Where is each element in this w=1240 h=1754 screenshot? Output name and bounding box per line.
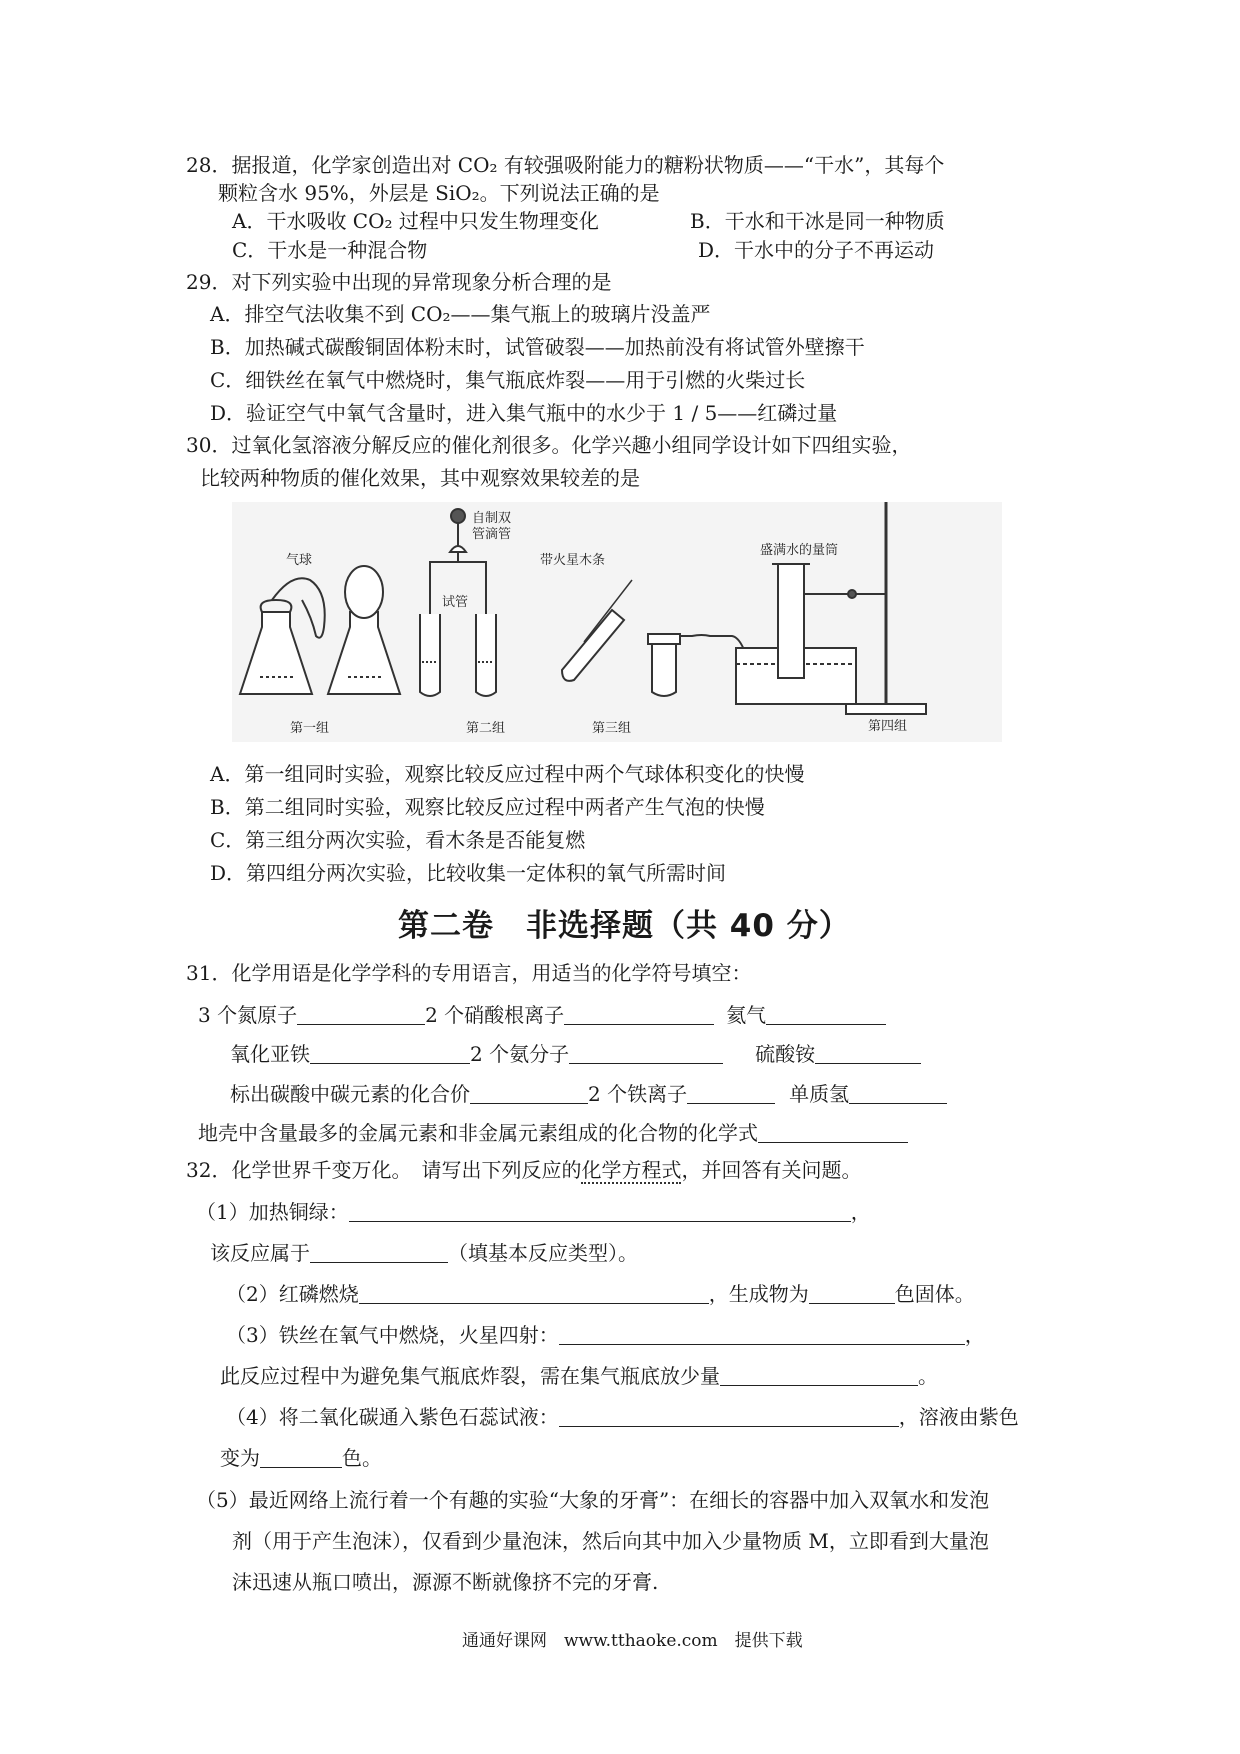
q31-blank-nitrate[interactable] bbox=[564, 1004, 714, 1025]
q32-part1 bbox=[196, 1199, 871, 1225]
q32-part2 bbox=[226, 1281, 975, 1307]
q31-row1 bbox=[198, 1002, 886, 1028]
q31-blank-helium[interactable] bbox=[766, 1004, 886, 1025]
q31-carbonic-acid-label: 标出碳酸中碳元素的化合价 bbox=[230, 1082, 470, 1106]
q32-part1b bbox=[210, 1240, 638, 1266]
q32-part1b-post: （填基本反应类型）。 bbox=[448, 1241, 638, 1265]
q32-part2-end: 色固体。 bbox=[894, 1282, 975, 1306]
q31-stem: 31．化学用语是化学学科的专用语言，用适当的化学符号填空： bbox=[186, 961, 752, 985]
q28-option-a: A．干水吸收 CO₂ 过程中只发生物理变化 bbox=[232, 209, 599, 233]
q31-blank-ammonia[interactable] bbox=[569, 1043, 723, 1064]
q32-part1-label: （1）加热铜绿： bbox=[196, 1200, 349, 1224]
q32-part3b-label: 此反应过程中为避免集气瓶底炸裂，需在集气瓶底放少量 bbox=[220, 1364, 720, 1388]
q28-option-b: B．干水和干冰是同一种物质 bbox=[690, 209, 945, 233]
label-dropper-line1: 自制双 bbox=[472, 511, 512, 526]
q32-part4-end: ，溶液由紫色 bbox=[898, 1405, 1019, 1429]
label-balloon: 气球 bbox=[286, 553, 313, 568]
q31-row3 bbox=[230, 1081, 947, 1107]
q32-part3 bbox=[226, 1322, 985, 1348]
label-group1: 第一组 bbox=[290, 721, 330, 736]
section-title: 第二卷 非选择题（共 40 分） bbox=[398, 908, 851, 944]
q32-blank-iron-combustion[interactable] bbox=[559, 1324, 965, 1345]
q31-blank-crust-compound[interactable] bbox=[758, 1122, 908, 1143]
label-dropper-line2: 管滴管 bbox=[472, 527, 512, 542]
label-group3: 第三组 bbox=[592, 721, 632, 736]
q32-part1-end: ， bbox=[850, 1200, 871, 1224]
q32-part3-end: ， bbox=[964, 1323, 985, 1347]
q32-part4-label: （4）将二氧化碳通入紫色石蕊试液： bbox=[226, 1405, 559, 1429]
q32-stem-pre: 32．化学世界千变万化。 请写出下列反应的 bbox=[186, 1158, 582, 1182]
q28-stem-line1: 28．据报道，化学家创造出对 CO₂ 有较强吸附能力的糖粉状物质——“干水”，其每个 bbox=[186, 153, 945, 177]
q30-experiment-figure bbox=[232, 502, 1002, 742]
label-group4: 第四组 bbox=[868, 719, 908, 734]
q31-nitrogen-atoms-label: 3 个氮原子 bbox=[198, 1003, 298, 1027]
q32-blank-litmus-color[interactable] bbox=[260, 1447, 342, 1468]
q31-blank-iron-ions[interactable] bbox=[687, 1083, 775, 1104]
label-group2: 第二组 bbox=[466, 721, 506, 736]
q31-crust-compound-label: 地壳中含量最多的金属元素和非金属元素组成的化合物的化学式 bbox=[198, 1121, 758, 1145]
q30-stem-line1: 30．过氧化氢溶液分解反应的催化剂很多。化学兴趣小组同学设计如下四组实验， bbox=[186, 433, 912, 457]
q32-blank-verdigris[interactable] bbox=[349, 1201, 851, 1222]
q32-part3-label: （3）铁丝在氧气中燃烧，火星四射： bbox=[226, 1323, 559, 1347]
q32-part2-mid: ，生成物为 bbox=[708, 1282, 809, 1306]
label-splint: 带火星木条 bbox=[540, 553, 606, 568]
q32-blank-color[interactable] bbox=[809, 1283, 895, 1304]
q32-part2-label: （2）红磷燃烧 bbox=[226, 1282, 359, 1306]
q32-blank-reaction-type[interactable] bbox=[310, 1242, 448, 1263]
q31-blank-carbon-valence[interactable] bbox=[470, 1083, 588, 1104]
q31-blank-nitrogen[interactable] bbox=[297, 1004, 425, 1025]
q29-stem: 29．对下列实验中出现的异常现象分析合理的是 bbox=[186, 270, 612, 294]
q32-stem-emphasis: 化学方程式 bbox=[581, 1158, 682, 1182]
q30-option-a: A．第一组同时实验，观察比较反应过程中两个气球体积变化的快慢 bbox=[210, 762, 805, 786]
q30-stem-line2: 比较两种物质的催化效果，其中观察效果较差的是 bbox=[200, 466, 640, 490]
q32-part3b-end: 。 bbox=[918, 1364, 938, 1388]
page-footer: 通通好课网 www.tthaoke.com 提供下载 bbox=[462, 1631, 803, 1651]
q32-part5-line2: 剂（用于产生泡沫），仅看到少量泡沫，然后向其中加入少量物质 M，立即看到大量泡 bbox=[232, 1529, 989, 1553]
q31-ferrous-oxide-label: 氧化亚铁 bbox=[230, 1042, 310, 1066]
q31-ammonium-sulfate-label: 硫酸铵 bbox=[755, 1042, 816, 1066]
q30-option-c: C．第三组分两次实验，看木条是否能复燃 bbox=[210, 828, 586, 852]
q29-option-d: D．验证空气中氧气含量时，进入集气瓶中的水少于 1 / 5——红磷过量 bbox=[210, 401, 838, 425]
q32-stem-post: ，并回答有关问题。 bbox=[681, 1158, 862, 1182]
q30-option-b: B．第二组同时实验，观察比较反应过程中两者产生气泡的快慢 bbox=[210, 795, 765, 819]
q32-part4 bbox=[226, 1404, 1019, 1430]
label-test-tube: 试管 bbox=[442, 595, 469, 610]
q32-part5-line1: （5）最近网络上流行着一个有趣的实验“大象的牙膏”：在细长的容器中加入双氧水和发泡 bbox=[196, 1488, 990, 1512]
q28-stem-line2: 颗粒含水 95%，外层是 SiO₂。下列说法正确的是 bbox=[218, 181, 660, 205]
q28-option-c: C．干水是一种混合物 bbox=[232, 238, 428, 262]
q32-stem bbox=[186, 1157, 861, 1183]
q32-part4b bbox=[220, 1445, 382, 1471]
q32-part1b-pre: 该反应属于 bbox=[210, 1241, 310, 1265]
q29-option-b: B．加热碱式碳酸铜固体粉末时，试管破裂——加热前没有将试管外壁擦干 bbox=[210, 335, 865, 359]
q31-blank-hydrogen[interactable] bbox=[849, 1083, 947, 1104]
q31-blank-ferrous-oxide[interactable] bbox=[310, 1043, 470, 1064]
q29-option-a: A．排空气法收集不到 CO₂——集气瓶上的玻璃片没盖严 bbox=[210, 302, 711, 326]
label-cylinder: 盛满水的量筒 bbox=[760, 543, 839, 558]
q31-row4 bbox=[198, 1120, 908, 1146]
q31-ammonia-label: 2 个氨分子 bbox=[470, 1042, 570, 1066]
q32-blank-red-phosphorus[interactable] bbox=[359, 1283, 709, 1304]
q32-part5-line3: 沫迅速从瓶口喷出，源源不断就像挤不完的牙膏. bbox=[232, 1570, 659, 1594]
q31-hydrogen-label: 单质氢 bbox=[789, 1082, 850, 1106]
q31-helium-label: 氦气 bbox=[726, 1003, 767, 1027]
q32-part4b-pre: 变为 bbox=[220, 1446, 260, 1470]
q31-nitrate-label: 2 个硝酸根离子 bbox=[425, 1003, 565, 1027]
q29-option-c: C．细铁丝在氧气中燃烧时，集气瓶底炸裂——用于引燃的火柴过长 bbox=[210, 368, 806, 392]
q31-iron-ions-label: 2 个铁离子 bbox=[588, 1082, 688, 1106]
q31-blank-ammonium-sulfate[interactable] bbox=[815, 1043, 921, 1064]
q32-blank-bottle-bottom[interactable] bbox=[720, 1365, 918, 1386]
q32-part4b-post: 色。 bbox=[342, 1446, 382, 1470]
q32-blank-co2-litmus[interactable] bbox=[559, 1406, 899, 1427]
q32-part3b bbox=[220, 1363, 938, 1389]
q28-option-d: D．干水中的分子不再运动 bbox=[698, 238, 935, 262]
q31-row2 bbox=[230, 1041, 921, 1067]
q30-option-d: D．第四组分两次实验，比较收集一定体积的氧气所需时间 bbox=[210, 861, 727, 885]
